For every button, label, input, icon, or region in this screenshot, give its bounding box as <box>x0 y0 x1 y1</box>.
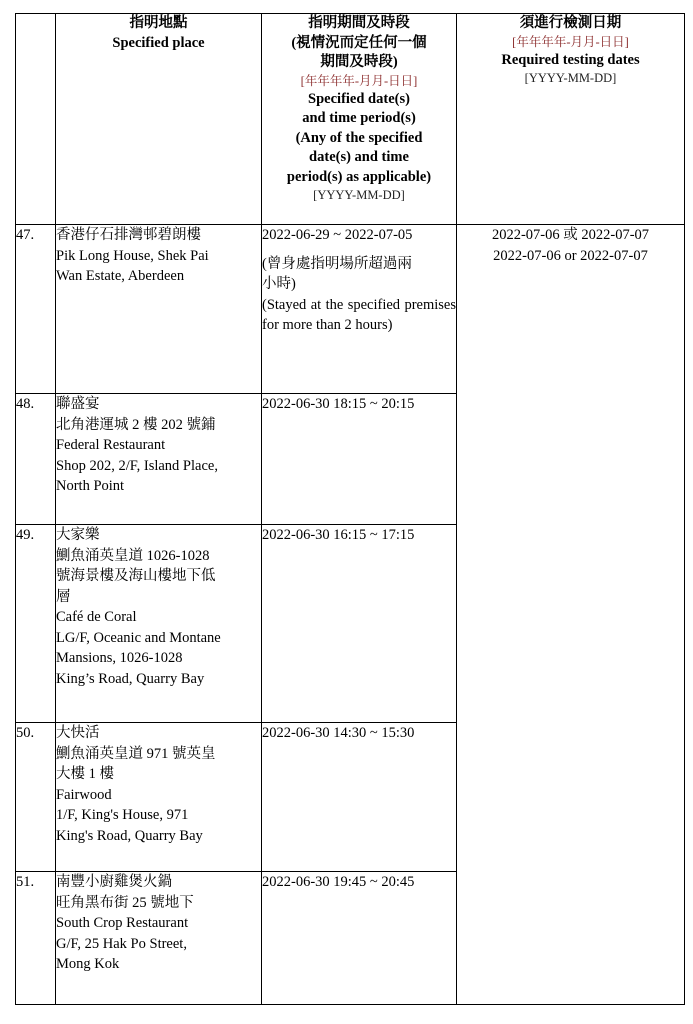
header-period-zh-3: 期間及時段) <box>320 54 398 70</box>
row-number: 51. <box>16 872 56 1005</box>
place-name-zh: 南豐小廚雞煲火鍋 <box>56 874 172 890</box>
table-header-row <box>16 14 685 225</box>
stay-note-zh <box>262 254 456 295</box>
place-name-zh: 大家樂 <box>56 527 100 543</box>
header-test-zh: 須進行檢測日期 <box>519 15 622 31</box>
place-address-en: Shop 202, 2/F, Island Place, <box>56 457 218 474</box>
period-cell <box>262 872 457 1005</box>
stay-note-en: (Stayed at the specified premises for more than 2 hours) <box>262 296 456 333</box>
row-number: 48. <box>16 394 56 525</box>
row-number: 50. <box>16 723 56 872</box>
header-period-format-en: [YYYY-MM-DD] <box>313 188 405 202</box>
time-range: 2022-06-30 19:45 ~ 20:45 <box>262 874 415 890</box>
header-period-en-2: and time period(s) <box>302 110 416 126</box>
header-test-format-en: [YYYY-MM-DD] <box>524 71 617 85</box>
place-name-en: Café de Coral <box>56 609 137 625</box>
place-address-en: Mong Kok <box>56 956 120 972</box>
place-address-en: G/F, 25 Hak Po Street, <box>56 935 187 952</box>
testing-dates-cell <box>457 225 685 1005</box>
place-address-zh: 層 <box>56 588 71 605</box>
row-number: 47. <box>16 225 56 394</box>
time-range: 2022-06-30 18:15 ~ 20:15 <box>262 396 415 412</box>
period-cell <box>262 525 457 723</box>
place-address-en: North Point <box>56 478 125 494</box>
place-address-zh: 北角港運城 2 樓 202 號鋪 <box>56 416 216 433</box>
row-number: 49. <box>16 525 56 723</box>
specified-places-table <box>15 13 685 1005</box>
header-period-format-zh: [年年年年-月月-日日] <box>300 73 418 88</box>
place-address-zh: 鰂魚涌英皇道 971 號英皇 <box>56 745 216 762</box>
place-address-zh: 號海景樓及海山樓地下低 <box>56 568 216 584</box>
period-cell <box>262 225 457 394</box>
header-place-en: Specified place <box>112 34 205 51</box>
time-range: 2022-06-30 14:30 ~ 15:30 <box>262 725 415 741</box>
testing-dates-zh: 2022-07-06 或 2022-07-07 <box>491 227 650 243</box>
table-row <box>16 225 685 394</box>
place-cell <box>56 525 262 723</box>
time-range: 2022-06-30 16:15 ~ 17:15 <box>262 527 415 543</box>
period-cell <box>262 394 457 525</box>
place-address-en: LG/F, Oceanic and Montane <box>56 629 221 646</box>
header-place-zh: 指明地點 <box>129 15 188 31</box>
place-address-zh: 大樓 1 樓 <box>56 766 114 782</box>
place-address-en: King's Road, Quarry Bay <box>56 827 203 844</box>
place-cell <box>56 225 262 394</box>
header-testing-dates <box>457 14 685 225</box>
place-address-zh: 鰂魚涌英皇道 1026-1028 <box>56 547 210 564</box>
place-name-en: South Crop Restaurant <box>56 915 189 931</box>
header-period-zh-1: 指明期間及時段 <box>308 15 410 31</box>
stay-note-zh-line: 小時) <box>262 276 296 292</box>
place-cell <box>56 872 262 1005</box>
testing-dates-en: 2022-07-06 or 2022-07-07 <box>493 247 648 264</box>
header-period-en-1: Specified date(s) <box>308 90 410 107</box>
place-address-en: Mansions, 1026-1028 <box>56 650 183 666</box>
place-address-en: King’s Road, Quarry Bay <box>56 670 205 687</box>
stay-note-zh-line: (曾身處指明場所超過兩 <box>262 255 412 272</box>
header-number <box>16 14 56 225</box>
place-name-en: Fairwood <box>56 786 112 803</box>
header-specified-period <box>262 14 457 225</box>
header-test-format-zh: [年年年年-月月-日日] <box>512 34 629 49</box>
place-name-en: Wan Estate, Aberdeen <box>56 268 185 284</box>
header-test-en: Required testing dates <box>501 51 640 68</box>
place-cell <box>56 723 262 872</box>
period-cell <box>262 723 457 872</box>
header-period-en-4: date(s) and time <box>309 149 409 165</box>
place-name-zh: 大快活 <box>56 725 100 741</box>
place-name-en: Federal Restaurant <box>56 437 166 453</box>
header-period-en-3: (Any of the specified <box>295 129 423 146</box>
header-specified-place <box>56 14 262 225</box>
place-name-zh: 香港仔石排灣邨碧朗樓 <box>56 227 201 243</box>
place-name-en: Pik Long House, Shek Pai <box>56 247 209 264</box>
date-range: 2022-06-29 ~ 2022-07-05 <box>262 227 413 243</box>
header-period-zh-2: (視情況而定任何一個 <box>291 34 427 51</box>
place-address-zh: 旺角黑布街 25 號地下 <box>56 894 194 911</box>
header-period-en-5: period(s) as applicable) <box>286 168 432 185</box>
place-cell <box>56 394 262 525</box>
place-name-zh: 聯盛宴 <box>56 396 100 412</box>
place-address-en: 1/F, King's House, 971 <box>56 807 189 823</box>
